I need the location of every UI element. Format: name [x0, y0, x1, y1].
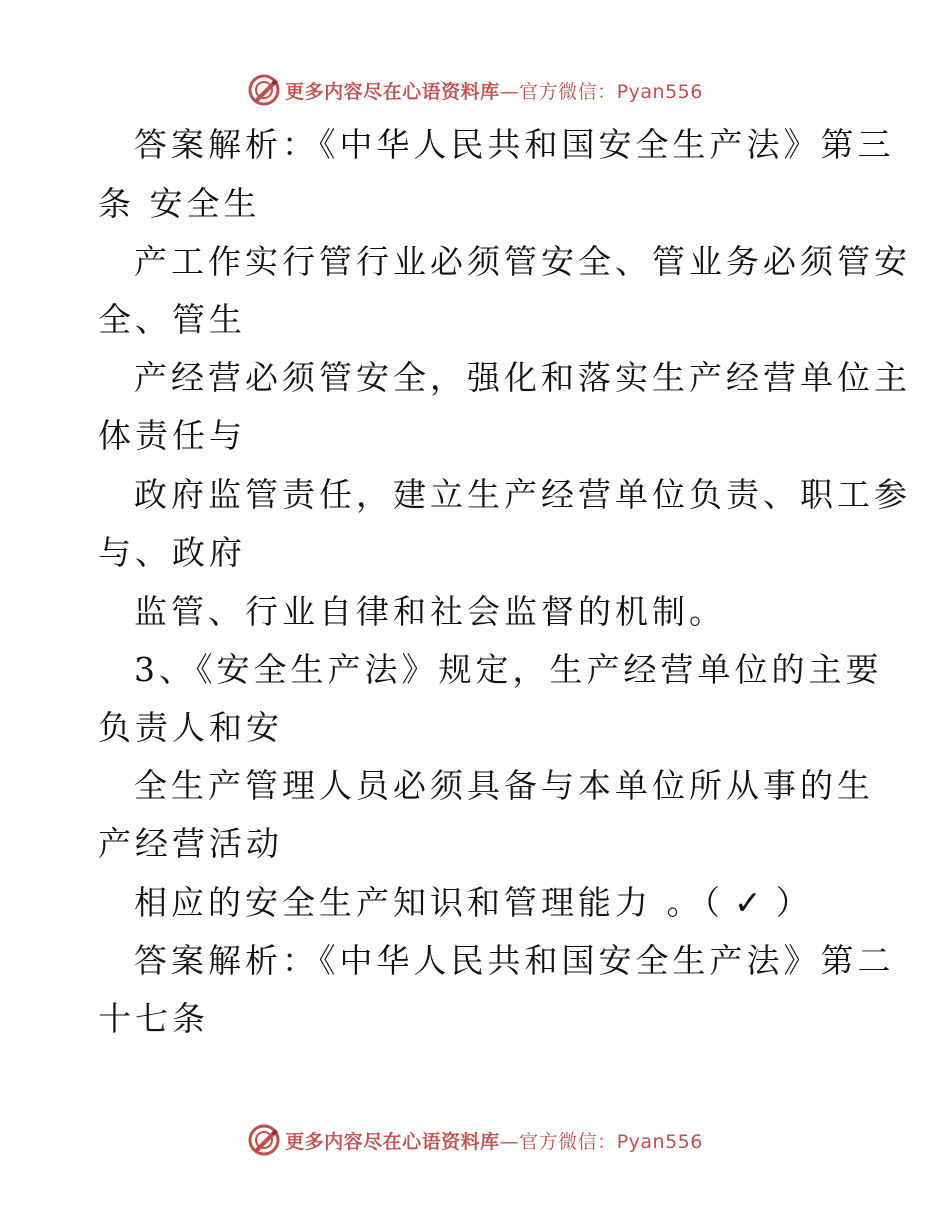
text-line: 负责人和安: [98, 708, 283, 747]
text-line: 产经营活动: [98, 824, 283, 863]
text-line: 政府监管责任，建立生产经营单位负责、职工参: [134, 475, 911, 514]
question-end-text: 相应的安全生产知识和管理能力 。（: [134, 883, 724, 922]
check-mark: ✓: [734, 883, 766, 922]
banner-wechat-label: 官方微信：: [519, 80, 617, 103]
text-line: 全、管生: [98, 300, 246, 339]
banner-wechat-label: 官方微信：: [519, 1130, 617, 1153]
banner-wechat-id: Pyan556: [616, 80, 703, 103]
text-line: 答案解析：《中华人民共和国安全生产法》第二: [134, 941, 895, 980]
text-line: 体责任与: [98, 416, 246, 455]
answer-line: [134, 883, 813, 923]
close-paren: ）: [775, 883, 813, 922]
text-line: 3、《安全生产法》规定，生产经营单位的主要: [134, 650, 883, 689]
banner-main-text: 更多内容尽在心语资料库: [285, 80, 500, 103]
banner-main-text: 更多内容尽在心语资料库: [285, 1130, 500, 1153]
text-line: 全生产管理人员必须具备与本单位所从事的生: [134, 766, 874, 805]
text-line: 答案解析：《中华人民共和国安全生产法》第三: [134, 125, 895, 164]
text-line: 十七条: [98, 999, 209, 1038]
footer-watermark-banner: [0, 1122, 950, 1158]
text-line: 监管、行业自律和社会监督的机制。: [134, 592, 726, 631]
text-line: 与、政府: [98, 533, 246, 572]
banner-separator: —: [499, 1130, 520, 1153]
text-line: 产工作实行管行业必须管安全、管业务必须管安: [134, 242, 911, 281]
text-line: 条 安全生: [98, 184, 261, 223]
pen-seal-icon: [247, 1123, 281, 1157]
text-line: 产经营必须管安全，强化和落实生产经营单位主: [134, 358, 911, 397]
banner-separator: —: [499, 80, 520, 103]
banner-text: [285, 1127, 703, 1154]
banner-wechat-id: Pyan556: [616, 1130, 703, 1153]
